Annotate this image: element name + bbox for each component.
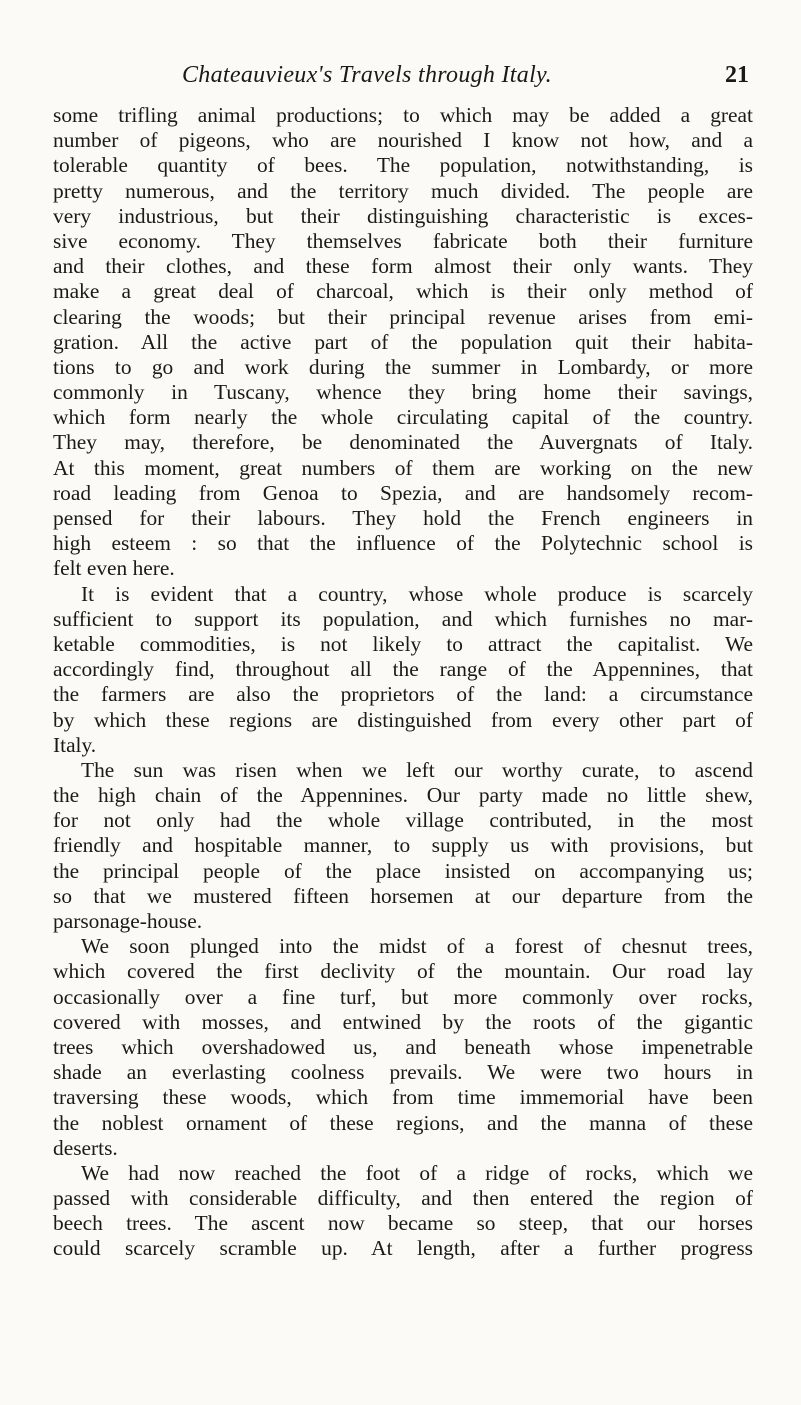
running-head xyxy=(52,62,749,94)
text-line: ketable commodities, is not likely to attract the capitalist. We xyxy=(53,631,753,656)
text-line: trees which overshadowed us, and beneath whose impenetrable xyxy=(53,1034,753,1059)
text-line: for not only had the whole village contributed, in the most xyxy=(53,808,753,833)
text-line: The sun was risen when we left our worthy curate, to ascend xyxy=(81,757,753,782)
text-line: tolerable quantity of bees. The population, notwithstanding, is xyxy=(53,153,753,178)
text-line: beech trees. The ascent now became so steep, that our horses xyxy=(53,1211,753,1236)
text-line: pensed for their labours. They hold the French engineers in xyxy=(53,506,753,530)
text-line: commonly in Tuscany, whence they bring home their savings, xyxy=(53,380,753,405)
text-line: could scarcely scramble up. At length, after a further progress xyxy=(53,1236,753,1261)
text-line: which form nearly the whole circulating capital of the country. xyxy=(53,405,753,430)
text-line: which covered the first declivity of the mountain. Our road lay xyxy=(53,959,753,984)
text-line: shade an everlasting coolness prevails. We were two hours in xyxy=(53,1060,753,1085)
text-line: passed with considerable difficulty, and then entered the region of xyxy=(53,1186,753,1211)
text-line: sive economy. They themselves fabricate both their furniture xyxy=(53,228,753,253)
text-line: Italy. xyxy=(53,732,97,757)
text-line: We soon plunged into the midst of a forest of chesnut trees, xyxy=(81,934,753,959)
text-line: tions to go and work during the summer in Lombardy, or more xyxy=(53,354,753,379)
text-line: clearing the woods; but their principal revenue arises from emi- xyxy=(53,304,753,329)
text-line: At this moment, great numbers of them are working on the new xyxy=(53,455,753,480)
text-line: parsonage-house. xyxy=(53,909,203,933)
text-line: the noblest ornament of these regions, and the manna of these xyxy=(53,1110,753,1135)
page-number: 21 xyxy=(725,62,749,88)
text-line: felt even here. xyxy=(53,556,175,581)
running-title: Chateauvieux's Travels through Italy. xyxy=(182,62,552,88)
body-text xyxy=(53,103,753,1262)
text-line: the principal people of the place insisted on accompanying us; xyxy=(53,858,753,883)
text-line: and their clothes, and these form almost their only wants. They xyxy=(53,254,753,279)
text-line: accordingly find, throughout all the range of the Appennines, that xyxy=(53,657,753,682)
text-line: some trifling animal productions; to which may be added a great xyxy=(53,103,753,127)
text-line: covered with mosses, and entwined by the roots of the gigantic xyxy=(53,1009,753,1034)
text-line: deserts. xyxy=(53,1135,118,1160)
text-line: gration. All the active part of the population quit their habita- xyxy=(53,329,753,354)
text-line: the farmers are also the proprietors of the land: a circumstance xyxy=(53,682,753,707)
text-line: They may, therefore, be denominated the Auvergnats of Italy. xyxy=(53,430,753,455)
text-line: very industrious, but their distinguishing characteristic is exces- xyxy=(53,203,753,228)
text-line: by which these regions are distinguished from every other part of xyxy=(53,707,753,732)
text-line: friendly and hospitable manner, to supply us with provisions, but xyxy=(53,833,753,858)
text-line: number of pigeons, who are nourished I know not how, and a xyxy=(53,128,753,153)
text-line: pretty numerous, and the territory much divided. The people are xyxy=(53,178,753,203)
text-line: the high chain of the Appennines. Our party made no little shew, xyxy=(53,783,753,808)
text-line: road leading from Genoa to Spezia, and are handsomely recom- xyxy=(53,480,753,505)
text-line: traversing these woods, which from time immemorial have been xyxy=(53,1085,753,1110)
text-line: high esteem : so that the influence of the Polytechnic school is xyxy=(53,531,753,556)
text-line: We had now reached the foot of a ridge of rocks, which we xyxy=(81,1160,753,1185)
text-line: occasionally over a fine turf, but more commonly over rocks, xyxy=(53,984,753,1009)
text-line: It is evident that a country, whose whole produce is scarcely xyxy=(81,581,753,606)
text-line: make a great deal of charcoal, which is their only method of xyxy=(53,279,753,304)
text-line: sufficient to support its population, and which furnishes no mar- xyxy=(53,606,753,631)
text-line: so that we mustered fifteen horsemen at our departure from the xyxy=(53,883,753,908)
